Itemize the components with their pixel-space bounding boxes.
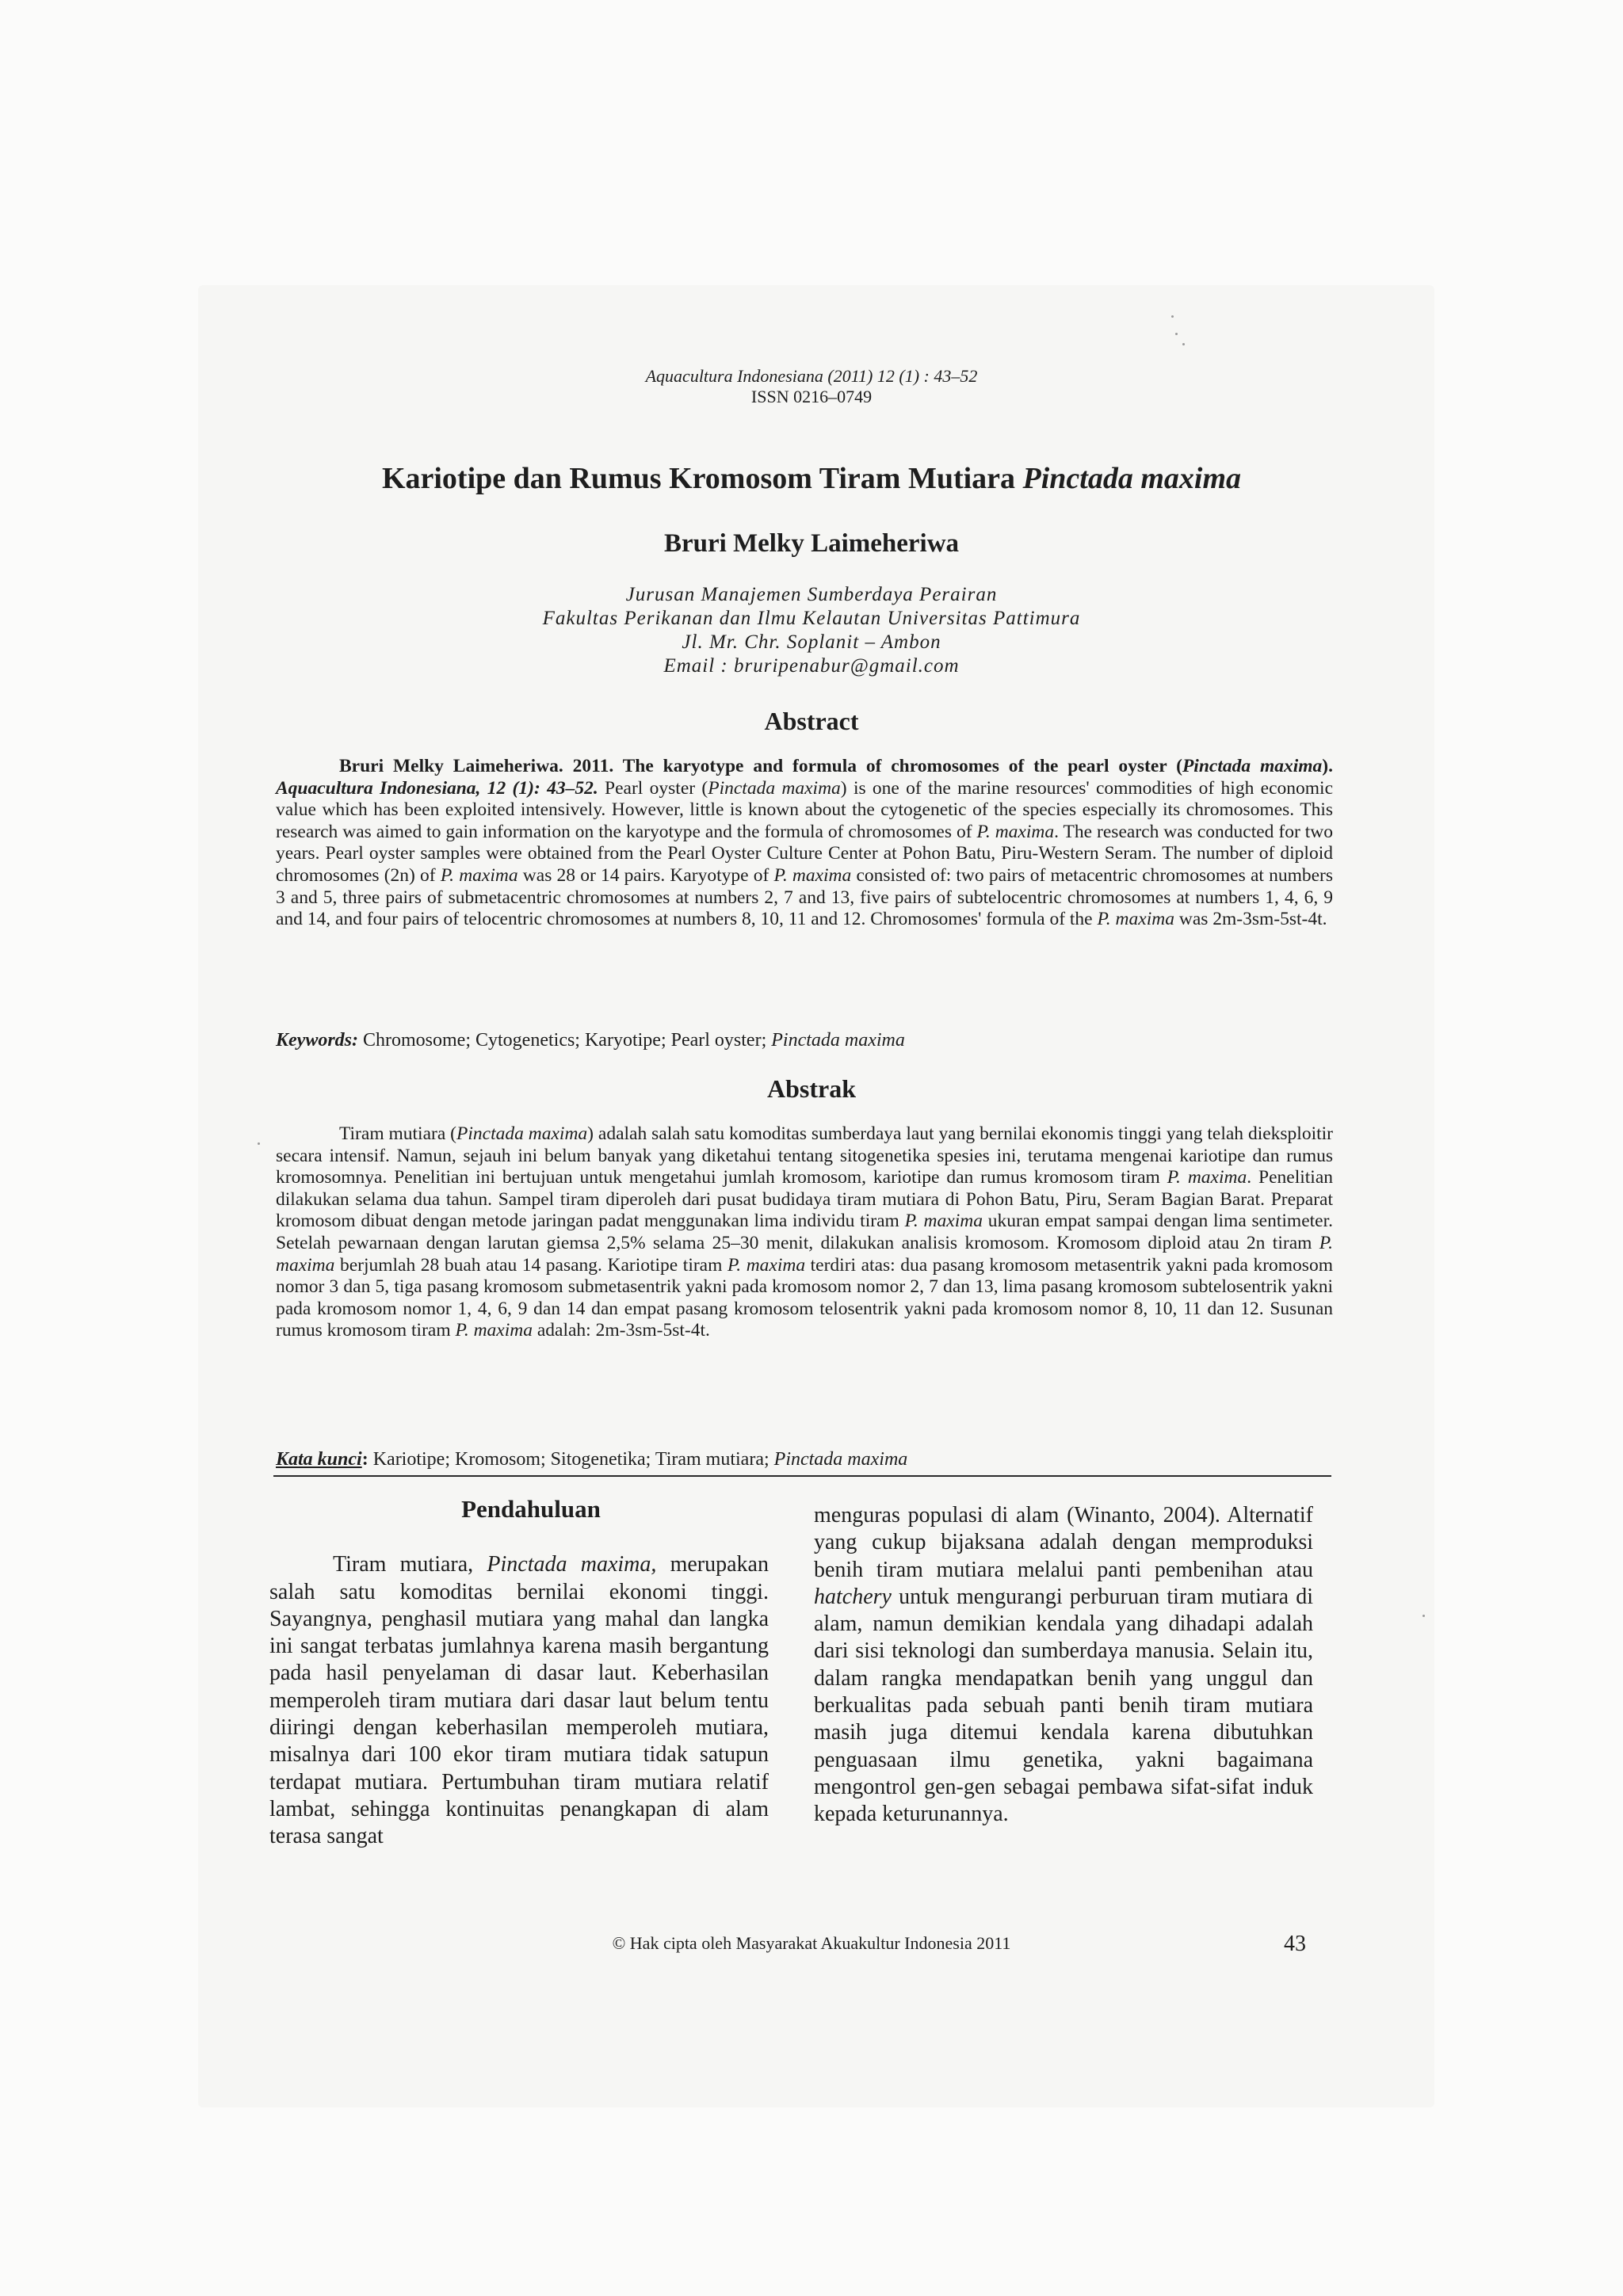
abstrak-text: Tiram mutiara ( bbox=[339, 1123, 457, 1144]
species-name: P. maxima bbox=[727, 1254, 806, 1276]
affiliation-department: Jurusan Manajemen Sumberdaya Perairan bbox=[625, 584, 998, 605]
intro-text: Tiram mutiara, bbox=[333, 1552, 487, 1577]
species-name: P. maxima bbox=[773, 864, 852, 886]
affiliation-address: Jl. Mr. Chr. Soplanit – Ambon bbox=[682, 631, 941, 653]
intro-term: hatchery bbox=[814, 1584, 892, 1609]
abstrak-text: ) adalah salah satu komoditas sumberdaya laut yang bernilai ekonomis tinggi yang telah dieksploitir secara intensif. Namun, sejauh ini belum banyak yang diketahui tentang sitogenetika spesies ini, terutama mengenai kariotipe dan rumus kromosomnya. Penelitian ini bertujuan untuk mengetahui jumlah kromosom, kariotipe dan rumus kromosom tiram bbox=[276, 1123, 1333, 1188]
keywords-english bbox=[276, 1030, 1333, 1052]
page-number: 43 bbox=[1284, 1932, 1306, 1956]
citation-journal: Aquacultura Indonesiana, 12 (1): 43–52. bbox=[276, 777, 598, 799]
scan-speck bbox=[258, 1142, 260, 1145]
journal-issn: ISSN 0216–0749 bbox=[750, 387, 873, 406]
abstract-indonesian bbox=[276, 1123, 1333, 1342]
species-name: P. maxima bbox=[1097, 909, 1174, 930]
abstrak-text: adalah: 2m-3sm-5st-4t. bbox=[532, 1320, 710, 1341]
abstract-text: ) is one of the marine resources' commodities of high economic value which has been exploited intensively. However, little is known about the cytogenetic of the species especially its chromosomes. This research was aimed to gain information on the karyotype and the formula of chromosomes of bbox=[276, 777, 1333, 842]
species-name: P. maxima bbox=[276, 1232, 1333, 1276]
intro-column-right bbox=[814, 1502, 1313, 1829]
section-divider bbox=[273, 1475, 1331, 1477]
author-affiliation bbox=[0, 583, 1623, 678]
citation-text: Bruri Melky Laimeheriwa. 2011. The karyotype and formula of chromosomes of the pearl oyster ( bbox=[339, 756, 1182, 776]
journal-citation: Aquacultura Indonesiana (2011) 12 (1) : 43–52 bbox=[645, 366, 978, 386]
intro-text: menguras populasi di alam (Winanto, 2004). Alternatif yang cukup bijaksana adalah dengan memproduksi benih tiram mutiara melalui panti pembenihan atau bbox=[814, 1503, 1313, 1582]
kata-kunci-species: Pinctada maxima bbox=[773, 1449, 908, 1470]
keywords-species: Pinctada maxima bbox=[771, 1030, 905, 1051]
kata-kunci-label: Kata kunci bbox=[276, 1449, 362, 1470]
species-name: Pinctada maxima bbox=[708, 777, 841, 799]
species-name: P. maxima bbox=[904, 1211, 983, 1232]
abstrak-text: terdiri atas: dua pasang kromosom metasentrik yakni pada kromosom nomor 3 dan 5, tiga pasang kromosom submetasentrik yakni pada kromosom nomor 2, 7 dan 13, lima pasang kromosom subtelosentrik yakni pada kromosom nomor 1, 4, 6, 9 dan 14 dan empat pasang kromosom telosentrik yakni pada kromosom nomor 8, 10, 11 dan 12. Susunan rumus kromosom tiram bbox=[276, 1254, 1333, 1341]
title-species: Pinctada maxima bbox=[1022, 462, 1242, 495]
abstract-heading: Abstract bbox=[764, 707, 859, 735]
scan-speck bbox=[1175, 333, 1178, 335]
intro-heading: Pendahuluan bbox=[461, 1495, 601, 1523]
affiliation-faculty: Fakultas Perikanan dan Ilmu Kelautan Universitas Pattimura bbox=[542, 608, 1081, 629]
citation-species: Pinctada maxima bbox=[1182, 756, 1323, 776]
species-name: P. maxima bbox=[455, 1320, 533, 1341]
abstract-english bbox=[276, 756, 1333, 931]
intro-paragraph bbox=[269, 1551, 769, 1850]
abstract-text: Pearl oyster ( bbox=[598, 777, 708, 799]
keywords-indonesian bbox=[276, 1449, 1333, 1471]
abstrak-heading: Abstrak bbox=[766, 1074, 856, 1103]
species-name: P. maxima bbox=[1167, 1167, 1247, 1188]
affiliation-email: Email : bruripenabur@gmail.com bbox=[663, 655, 960, 677]
keywords-label: Keywords: bbox=[276, 1030, 358, 1051]
species-name: Pinctada maxima bbox=[456, 1123, 588, 1144]
intro-column-left bbox=[269, 1496, 769, 1851]
intro-text: merupakan salah satu komoditas bernilai ekonomi tinggi. Sayangnya, penghasil mutiara yang mahal dan langka ini sangat terbatas jumlahnya karena masih bergantung pada hasil penyelaman di dasar laut. Keberhasilan memperoleh tiram mutiara dari dasar laut belum tentu diiringi dengan keberhasilan memperoleh mutiara, misalnya dari 100 ekor tiram mutiara tidak satupun terdapat mutiara. Pertumbuhan tiram mutiara relatif lambat, sehingga kontinuitas penangkapan di alam terasa sangat bbox=[269, 1552, 769, 1849]
species-name: Pinctada maxima, bbox=[487, 1552, 657, 1577]
species-name: P. maxima bbox=[440, 864, 518, 886]
abstract-text: . The research was conducted for two years. Pearl oyster samples were obtained from the Pearl Oyster Culture Center at Pohon Batu, Piru-Western Seram. The number of diploid chromosomes (2n) of bbox=[276, 821, 1334, 886]
scan-speck bbox=[1423, 1615, 1425, 1617]
abstract-text: was 28 or 14 pairs. Karyotype of bbox=[517, 864, 774, 886]
species-name: P. maxima bbox=[976, 821, 1055, 842]
abstrak-text: berjumlah 28 buah atau 14 pasang. Kariotipe tiram bbox=[334, 1254, 727, 1276]
scan-speck bbox=[1182, 343, 1185, 345]
citation-close: ). bbox=[1322, 756, 1333, 776]
kata-kunci-text: Kariotipe; Kromosom; Sitogenetika; Tiram mutiara; bbox=[368, 1449, 774, 1470]
kata-kunci-colon: : bbox=[361, 1449, 369, 1470]
abstrak-text: . Penelitian dilakukan selama dua tahun. Sampel tiram diperoleh dari pusat budidaya tiram mutiara di Pohon Batu, Piru, Seram Bagian Barat. Preparat kromosom dibuat dengan metode jaringan padat menggunakan lima individu tiram bbox=[276, 1167, 1334, 1232]
journal-header bbox=[0, 366, 1623, 407]
keywords-text: Chromosome; Cytogenetics; Karyotipe; Pearl oyster; bbox=[358, 1030, 772, 1051]
abstract-text: consisted of: two pairs of metacentric chromosomes at numbers 3 and 5, three pairs of submetacentric chromosomes at numbers 2, 7 and 13, five pairs of subtelocentric chromosomes at numbers 1, 4, 6, 9 and 14, and four pairs of telocentric chromosomes at numbers 8, 10, 11 and 12. Chromosomes' formula of the bbox=[276, 864, 1334, 930]
title-text: Kariotipe dan Rumus Kromosom Tiram Mutiara bbox=[381, 462, 1023, 495]
scan-speck bbox=[1171, 315, 1174, 318]
paper-title bbox=[0, 461, 1623, 496]
copyright-footer: © Hak cipta oleh Masyarakat Akuakultur Indonesia 2011 bbox=[612, 1933, 1011, 1953]
abstract-text: was 2m-3sm-5st-4t. bbox=[1174, 909, 1327, 930]
abstrak-text: ukuran empat sampai dengan lima sentimeter. Setelah pewarnaan dengan larutan giemsa 2,5% selama 25–30 menit, dilakukan analisis kromosom. Kromosom diploid atau 2n tiram bbox=[276, 1211, 1333, 1253]
author-name: Bruri Melky Laimeheriwa bbox=[663, 529, 960, 558]
intro-text: untuk mengurangi perburuan tiram mutiara di alam, namun demikian kendala yang dihadapi adalah dari sisi teknologi dan sumberdaya manusia. Selain itu, dalam rangka mendapatkan benih yang unggul dan berkualitas pada sebuah panti benih tiram mutiara masih juga ditemui kendala karena dibutuhkan penguasaan ilmu genetika, yakni bagaimana mengontrol gen-gen sebagai pembawa sifat-sifat induk kepada keturunannya. bbox=[814, 1584, 1313, 1827]
